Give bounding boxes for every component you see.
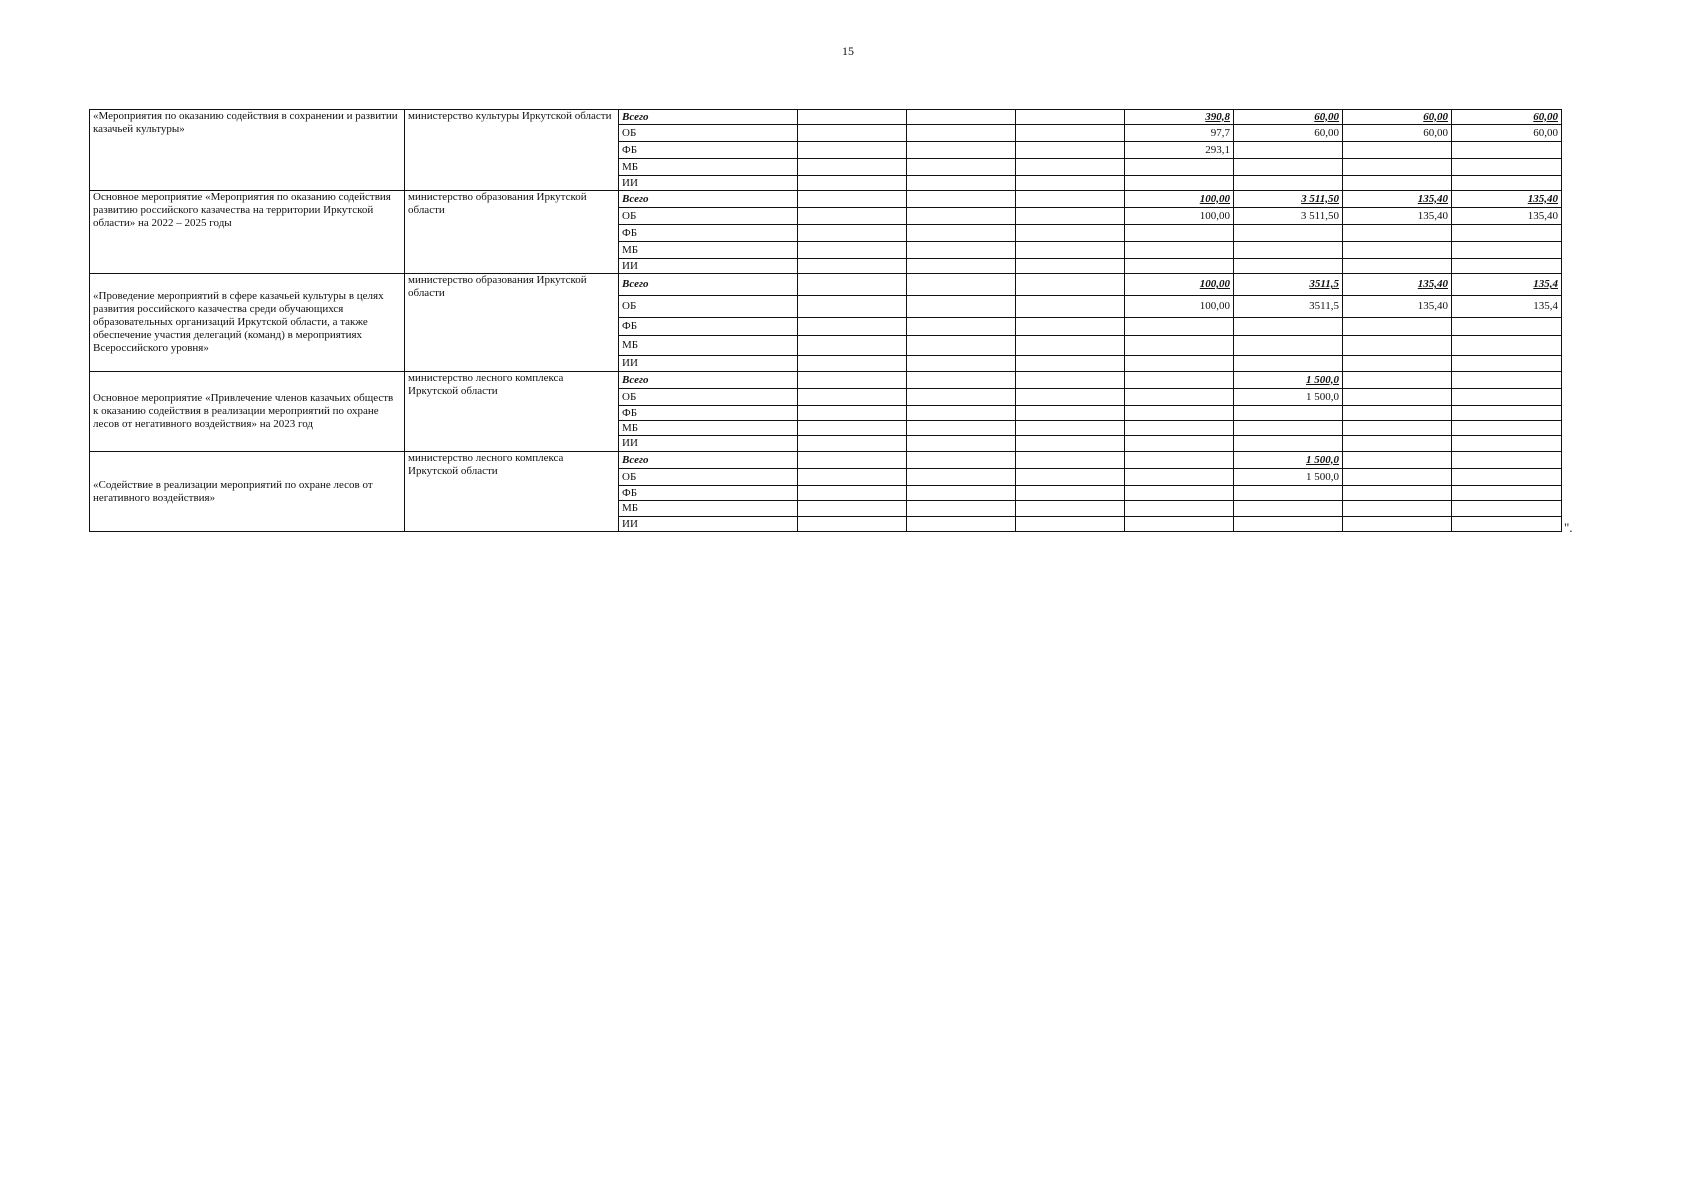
amount-cell [798, 356, 907, 372]
amount-cell [1125, 356, 1234, 372]
amount-cell [1016, 142, 1125, 159]
funding-source-cell: МБ [619, 336, 798, 356]
amount-cell: 135,4 [1452, 296, 1562, 318]
closing-quote-mark: ". [1564, 520, 1573, 535]
amount-cell [1016, 225, 1125, 242]
amount-cell: 135,40 [1343, 296, 1452, 318]
amount-cell [1452, 517, 1562, 532]
amount-cell [1016, 406, 1125, 421]
amount-cell [907, 356, 1016, 372]
amount-cell [1016, 501, 1125, 517]
activity-name-cell: Основное мероприятие «Привлечение членов казачьих обществ к оказанию содействия в реализации мероприятий по охране лесов от негативного воздействия» на 2023 год [90, 372, 405, 452]
amount-cell [798, 274, 907, 296]
amount-cell [1343, 259, 1452, 274]
amount-cell [1452, 501, 1562, 517]
amount-cell [1234, 517, 1343, 532]
amount-cell: 135,40 [1343, 208, 1452, 225]
amount-cell: 135,40 [1343, 191, 1452, 208]
amount-cell [1343, 242, 1452, 259]
amount-cell: 3 511,50 [1234, 191, 1343, 208]
activity-name-cell: «Проведение мероприятий в сфере казачьей культуры в целях развития российского казачества среди обучающихся образовательных организаций Иркутской области, а также обеспечение участия делегаций (команд) в мероприятиях Всероссийского уровня» [90, 274, 405, 372]
amount-cell [798, 176, 907, 191]
amount-cell [1452, 372, 1562, 389]
table-row [90, 372, 1562, 389]
executor-cell: министерство лесного комплекса Иркутской области [405, 372, 619, 452]
funding-source-cell: Всего [619, 452, 798, 469]
amount-cell [907, 125, 1016, 142]
amount-cell [798, 406, 907, 421]
amount-cell [1125, 225, 1234, 242]
amount-cell [1016, 486, 1125, 501]
amount-cell [1452, 406, 1562, 421]
amount-cell: 100,00 [1125, 208, 1234, 225]
amount-cell: 60,00 [1343, 125, 1452, 142]
amount-cell [1016, 125, 1125, 142]
funding-source-cell: ОБ [619, 208, 798, 225]
executor-cell: министерство культуры Иркутской области [405, 110, 619, 191]
amount-cell [1125, 421, 1234, 436]
amount-cell [1234, 356, 1343, 372]
amount-cell [1343, 225, 1452, 242]
amount-cell [1343, 501, 1452, 517]
amount-cell [907, 159, 1016, 176]
amount-cell [1452, 318, 1562, 336]
amount-cell [907, 421, 1016, 436]
amount-cell [798, 336, 907, 356]
funding-source-cell: ФБ [619, 225, 798, 242]
amount-cell [1452, 452, 1562, 469]
amount-cell [1343, 452, 1452, 469]
amount-cell: 60,00 [1234, 110, 1343, 125]
amount-cell [1452, 336, 1562, 356]
amount-cell [907, 242, 1016, 259]
executor-cell: министерство лесного комплекса Иркутской области [405, 452, 619, 532]
amount-cell [1125, 159, 1234, 176]
funding-source-cell: Всего [619, 191, 798, 208]
amount-cell: 60,00 [1452, 110, 1562, 125]
funding-source-cell: ИИ [619, 517, 798, 532]
amount-cell [1016, 296, 1125, 318]
executor-cell: министерство образования Иркутской области [405, 191, 619, 274]
amount-cell [798, 242, 907, 259]
amount-cell [1452, 142, 1562, 159]
amount-cell: 135,40 [1452, 208, 1562, 225]
amount-cell [1452, 159, 1562, 176]
amount-cell: 1 500,0 [1234, 372, 1343, 389]
amount-cell [1234, 259, 1343, 274]
amount-cell [1452, 356, 1562, 372]
funding-source-cell: ФБ [619, 406, 798, 421]
activity-name-cell: Основное мероприятие «Мероприятия по оказанию содействия развитию российского казачества на территории Иркутской области» на 2022 – 2025 годы [90, 191, 405, 274]
amount-cell [907, 452, 1016, 469]
table-body [90, 110, 1562, 532]
amount-cell [907, 372, 1016, 389]
amount-cell [1125, 517, 1234, 532]
amount-cell: 1 500,0 [1234, 389, 1343, 406]
amount-cell [1016, 259, 1125, 274]
amount-cell [907, 406, 1016, 421]
amount-cell [907, 191, 1016, 208]
amount-cell [1016, 356, 1125, 372]
funding-source-cell: МБ [619, 159, 798, 176]
funding-source-cell: ИИ [619, 176, 798, 191]
amount-cell [798, 389, 907, 406]
amount-cell [1343, 406, 1452, 421]
amount-cell [1016, 242, 1125, 259]
amount-cell [798, 142, 907, 159]
amount-cell: 135,40 [1343, 274, 1452, 296]
amount-cell [798, 318, 907, 336]
amount-cell [1452, 225, 1562, 242]
amount-cell: 135,4 [1452, 274, 1562, 296]
funding-source-cell: ИИ [619, 356, 798, 372]
amount-cell [1125, 242, 1234, 259]
amount-cell [907, 274, 1016, 296]
amount-cell [1234, 436, 1343, 452]
amount-cell: 390,8 [1125, 110, 1234, 125]
amount-cell [1016, 274, 1125, 296]
amount-cell [1016, 176, 1125, 191]
funding-source-cell: ОБ [619, 296, 798, 318]
amount-cell [907, 501, 1016, 517]
funding-source-cell: ФБ [619, 486, 798, 501]
amount-cell [1234, 336, 1343, 356]
amount-cell: 3 511,50 [1234, 208, 1343, 225]
funding-source-cell: ОБ [619, 389, 798, 406]
amount-cell [798, 159, 907, 176]
amount-cell [1125, 486, 1234, 501]
amount-cell [1343, 469, 1452, 486]
amount-cell [1125, 406, 1234, 421]
amount-cell [798, 125, 907, 142]
amount-cell [1343, 176, 1452, 191]
amount-cell [1343, 421, 1452, 436]
amount-cell: 100,00 [1125, 296, 1234, 318]
amount-cell [798, 225, 907, 242]
amount-cell: 3511,5 [1234, 296, 1343, 318]
amount-cell [798, 296, 907, 318]
amount-cell [1343, 159, 1452, 176]
amount-cell [907, 259, 1016, 274]
amount-cell [907, 486, 1016, 501]
amount-cell [1343, 389, 1452, 406]
amount-cell [907, 110, 1016, 125]
amount-cell [1016, 336, 1125, 356]
funding-source-cell: Всего [619, 372, 798, 389]
funding-source-cell: ИИ [619, 259, 798, 274]
amount-cell: 1 500,0 [1234, 452, 1343, 469]
amount-cell [1016, 517, 1125, 532]
amount-cell [1125, 259, 1234, 274]
funding-source-cell: ФБ [619, 142, 798, 159]
table-row [90, 110, 1562, 125]
amount-cell [798, 501, 907, 517]
amount-cell [1234, 242, 1343, 259]
amount-cell [1125, 318, 1234, 336]
amount-cell [1016, 421, 1125, 436]
amount-cell [1343, 517, 1452, 532]
funding-source-cell: ФБ [619, 318, 798, 336]
table-row [90, 274, 1562, 296]
activity-name-cell: «Мероприятия по оказанию содействия в сохранении и развитии казачьей культуры» [90, 110, 405, 191]
activity-name-cell: «Содействие в реализации мероприятий по охране лесов от негативного воздействия» [90, 452, 405, 532]
table-row [90, 452, 1562, 469]
amount-cell [1125, 501, 1234, 517]
amount-cell [1343, 142, 1452, 159]
amount-cell: 3511,5 [1234, 274, 1343, 296]
amount-cell [1452, 242, 1562, 259]
amount-cell [1125, 469, 1234, 486]
funding-source-cell: ИИ [619, 436, 798, 452]
amount-cell: 100,00 [1125, 191, 1234, 208]
amount-cell [1343, 318, 1452, 336]
funding-source-cell: МБ [619, 501, 798, 517]
amount-cell [907, 517, 1016, 532]
amount-cell [798, 110, 907, 125]
amount-cell [1234, 159, 1343, 176]
amount-cell [1343, 336, 1452, 356]
amount-cell [1343, 356, 1452, 372]
amount-cell [907, 389, 1016, 406]
amount-cell [907, 208, 1016, 225]
funding-source-cell: МБ [619, 421, 798, 436]
amount-cell [1343, 486, 1452, 501]
amount-cell [907, 225, 1016, 242]
amount-cell [1125, 372, 1234, 389]
page-number: 15 [842, 44, 854, 58]
amount-cell [1234, 142, 1343, 159]
amount-cell [1234, 318, 1343, 336]
amount-cell [798, 208, 907, 225]
funding-source-cell: Всего [619, 274, 798, 296]
amount-cell [1125, 452, 1234, 469]
amount-cell [798, 486, 907, 501]
amount-cell [1234, 176, 1343, 191]
funding-source-cell: ОБ [619, 469, 798, 486]
amount-cell: 60,00 [1234, 125, 1343, 142]
amount-cell [907, 436, 1016, 452]
amount-cell [1452, 421, 1562, 436]
amount-cell [1234, 421, 1343, 436]
amount-cell [1016, 389, 1125, 406]
amount-cell [798, 191, 907, 208]
amount-cell [1452, 469, 1562, 486]
amount-cell [798, 436, 907, 452]
amount-cell [907, 142, 1016, 159]
amount-cell: 135,40 [1452, 191, 1562, 208]
amount-cell [1016, 208, 1125, 225]
amount-cell [798, 421, 907, 436]
amount-cell [798, 469, 907, 486]
amount-cell [1452, 486, 1562, 501]
amount-cell [907, 469, 1016, 486]
amount-cell [907, 318, 1016, 336]
amount-cell [1016, 191, 1125, 208]
amount-cell: 1 500,0 [1234, 469, 1343, 486]
executor-cell: министерство образования Иркутской области [405, 274, 619, 372]
amount-cell [907, 336, 1016, 356]
amount-cell: 97,7 [1125, 125, 1234, 142]
amount-cell [798, 372, 907, 389]
amount-cell [1016, 159, 1125, 176]
funding-source-cell: ОБ [619, 125, 798, 142]
amount-cell [1125, 436, 1234, 452]
amount-cell [1343, 436, 1452, 452]
amount-cell [1125, 336, 1234, 356]
amount-cell [1234, 225, 1343, 242]
amount-cell [798, 517, 907, 532]
amount-cell: 60,00 [1343, 110, 1452, 125]
amount-cell [1452, 436, 1562, 452]
amount-cell [1452, 259, 1562, 274]
amount-cell [798, 259, 907, 274]
amount-cell [1016, 436, 1125, 452]
amount-cell [1234, 501, 1343, 517]
amount-cell [1016, 452, 1125, 469]
amount-cell [907, 296, 1016, 318]
amount-cell [1343, 372, 1452, 389]
amount-cell [907, 176, 1016, 191]
amount-cell [1016, 469, 1125, 486]
amount-cell [798, 452, 907, 469]
amount-cell [1016, 110, 1125, 125]
amount-cell [1016, 318, 1125, 336]
amount-cell [1125, 176, 1234, 191]
amount-cell [1234, 406, 1343, 421]
funding-source-cell: Всего [619, 110, 798, 125]
table-row [90, 191, 1562, 208]
budget-table [89, 109, 1562, 532]
amount-cell [1452, 176, 1562, 191]
funding-source-cell: МБ [619, 242, 798, 259]
amount-cell [1452, 389, 1562, 406]
amount-cell [1125, 389, 1234, 406]
amount-cell: 293,1 [1125, 142, 1234, 159]
amount-cell: 100,00 [1125, 274, 1234, 296]
amount-cell [1234, 486, 1343, 501]
amount-cell [1016, 372, 1125, 389]
amount-cell: 60,00 [1452, 125, 1562, 142]
